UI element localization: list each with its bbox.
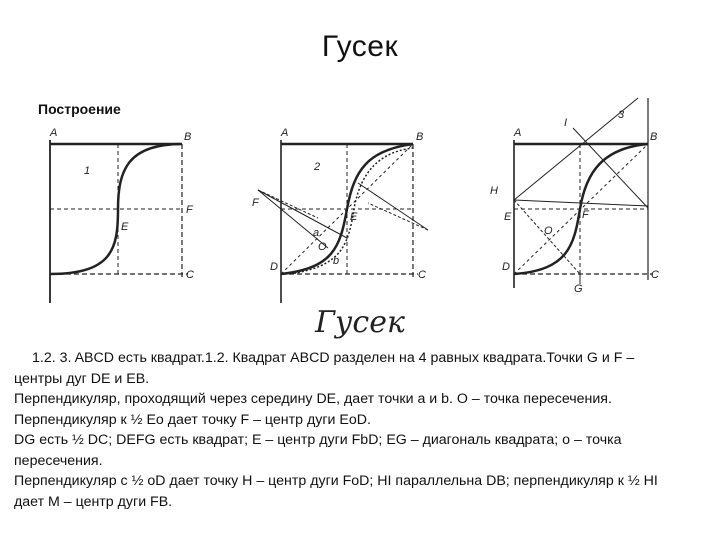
figure-caption: Гусек xyxy=(315,305,405,340)
p2-label-d: D xyxy=(270,261,278,273)
p1-label-f: F xyxy=(186,204,193,216)
p3-label-b: B xyxy=(650,131,658,143)
p3-label-g: G xyxy=(574,283,583,295)
p1-number: 1 xyxy=(84,165,91,177)
p3-label-c: C xyxy=(651,269,659,281)
p2-label-f: F xyxy=(252,197,259,209)
p3-label-h: H xyxy=(490,185,498,197)
p3-label-e: E xyxy=(504,211,512,223)
paragraph-1: 1.2. 3. ABCD есть квадрат.1.2. Квадрат ABCD разделен на 4 равных квадрата.Точки G и F – центры дуг DE и EB. xyxy=(14,350,635,387)
p1-label-e: E xyxy=(121,221,129,233)
p1-label-b: B xyxy=(184,131,192,143)
p2-label-e: E xyxy=(350,211,358,223)
p1-label-c: C xyxy=(186,269,194,281)
slide-title: Гусек xyxy=(321,30,399,63)
paragraph-2: Перпендикуляр, проходящий через середину DE, дает точки a и b. O – точка пересечения. Перпендикуляр к ½ Eo дает точку F – центр дуги EoD. xyxy=(14,391,612,428)
p3-label-f: F xyxy=(582,209,589,221)
body-text xyxy=(14,348,684,512)
p2-label-b-small: b xyxy=(333,255,340,267)
panel-3 xyxy=(514,98,653,288)
p2-label-a: A xyxy=(281,127,289,139)
p1-label-a: A xyxy=(50,127,58,139)
p3-label-i: I xyxy=(564,117,568,129)
p2-label-a-small: a xyxy=(313,227,320,239)
p3-label-a: A xyxy=(514,127,522,139)
panel-2 xyxy=(258,140,428,303)
subtitle: Построение xyxy=(38,101,121,117)
p2-number: 2 xyxy=(314,161,321,173)
paragraph-3: DG есть ½ DC; DEFG есть квадрат; E – центр дуги FbD; EG – диагональ квадрата; o – точка пересечения. xyxy=(14,432,622,469)
panel-1 xyxy=(50,140,188,303)
p3-label-o: O xyxy=(544,225,553,237)
p2-label-o: O xyxy=(318,241,327,253)
construction-figure xyxy=(28,88,708,320)
paragraph-4: Перпендикуляр с ½ oD дает точку H – центр дуги FoD; HI параллельна DB; перпендикуляр к ½ HI дает M – центр дуги FB. xyxy=(14,473,658,510)
p2-label-c: C xyxy=(418,269,426,281)
p3-number: 3 xyxy=(618,109,625,121)
p2-label-b: B xyxy=(416,131,424,143)
p3-label-d: D xyxy=(502,261,510,273)
